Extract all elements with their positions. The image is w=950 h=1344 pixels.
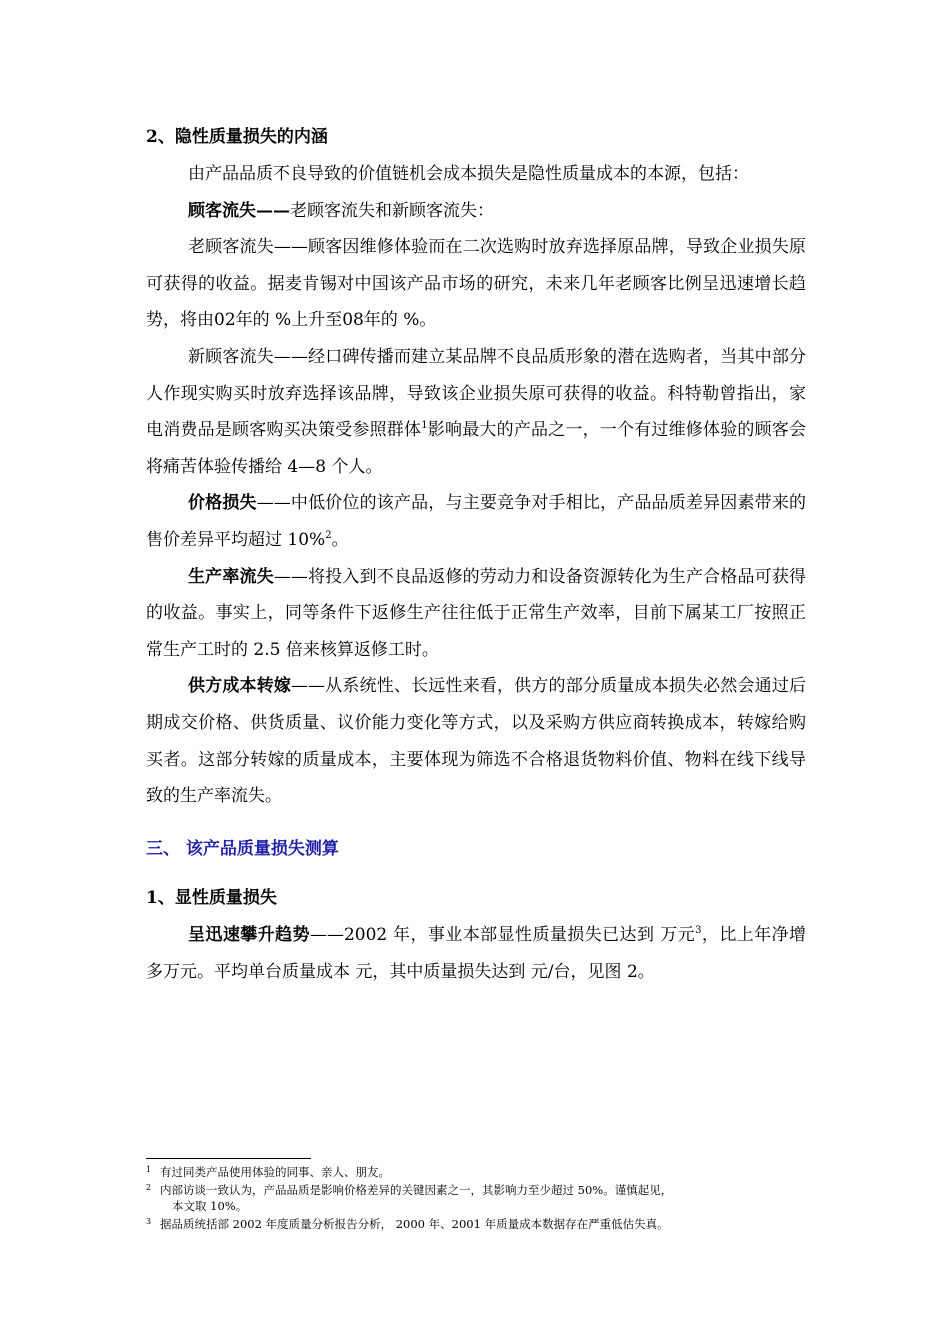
paragraph-price-loss xyxy=(146,485,806,558)
paragraph-old-customer xyxy=(146,229,806,339)
paragraph-supplier-cost xyxy=(146,668,806,814)
paragraph-term: 顾客流失—— xyxy=(188,200,290,221)
paragraph-term: 呈迅速攀升趋势 xyxy=(188,925,310,945)
paragraph-text: 新顾客流失——经口碑传播而建立某品牌不良品质形象的潜在选购者，当其中部分人作现实购买时放弃选择该品牌，导致该企业损失原可获得的收益。科特勒曾指出，家电消费品是顾客购买决策受参照群体 xyxy=(146,346,806,441)
paragraph-text: ——中低价位的该产品，与主要竞争对手相比，产品品质差异因素带来的售价差异平均超过 10% xyxy=(146,493,807,550)
paragraph-intro xyxy=(146,156,806,193)
footnote-3 xyxy=(146,1214,806,1232)
footnote-1 xyxy=(146,1162,806,1180)
footnote-text: 据品质统括部 2002 年度质量分析报告分析， 2000 年、2001 年质量成本数据存在严重低估失真。 xyxy=(160,1217,669,1231)
section-heading-3-1: 1、显性质量损失 xyxy=(146,888,277,908)
paragraph-text: 影响最大的产品之一，一个有过维修体验的顾客会将痛苦体验传播给 4—8 个人。 xyxy=(146,420,807,477)
footnote-2 xyxy=(146,1180,806,1214)
paragraph-text: 由产品品质不良导致的价值链机会成本损失是隐性质量成本的本源，包括： xyxy=(188,164,749,184)
paragraph-term: 供方成本转嫁 xyxy=(188,676,292,697)
footnote-ref[interactable]: 1 xyxy=(421,420,428,432)
paragraph-text: ——将投入到不良品返修的劳动力和设备资源转化为生产合格品可获得的收益。事实上，同等条件下返修生产往往低于正常生产效率，目前下属某工厂按照正常生产工时的 2.5 倍来核算返修工时。 xyxy=(146,566,807,660)
paragraph-rising-trend xyxy=(146,917,806,990)
paragraph-text: 老顾客流失——顾客因维修体验而在二次选购时放弃选择原品牌，导致企业损失原可获得的收益。据麦肯锡对中国该产品市场的研究，未来几年老顾客比例呈迅速增长趋势，将由02年的 %上升至08年的 %。 xyxy=(146,237,806,331)
footnote-number: 3 xyxy=(146,1217,152,1226)
paragraph-term: 生产率流失 xyxy=(188,566,274,587)
paragraph-text: ——从系统性、长远性来看，供方的部分质量成本损失必然会通过后期成交价格、供货质量、议价能力变化等方式，以及采购方供应商转换成本，转嫁给购买者。这部分转嫁的质量成本，主要体现为筛选不合格退货物料价值、物料在线下线导致的生产率流失。 xyxy=(146,676,807,807)
paragraph-customer-loss xyxy=(146,193,806,230)
paragraph-production-loss xyxy=(146,559,806,669)
paragraph-end: 。 xyxy=(331,529,349,550)
footnote-ref[interactable]: 2 xyxy=(325,529,332,541)
paragraph-term: 价格损失 xyxy=(188,493,257,514)
footnote-number: 2 xyxy=(146,1183,152,1192)
footnote-continuation: 本文取 10%。 xyxy=(172,1199,248,1213)
section-heading-2: 2、隐性质量损失的内涵 xyxy=(146,127,328,147)
paragraph-text: 老顾客流失和新顾客流失： xyxy=(290,200,494,221)
body-block-a xyxy=(146,156,806,815)
footnote-text: 有过同类产品使用体验的同事、亲人、朋友。 xyxy=(160,1165,390,1179)
footnote-separator xyxy=(146,1158,311,1159)
section-heading-3: 三、 该产品质量损失测算 xyxy=(146,839,339,859)
paragraph-new-customer xyxy=(146,339,806,485)
body-block-b xyxy=(146,917,806,990)
footnote-number: 1 xyxy=(146,1165,152,1174)
footnote-text: 内部访谈一致认为，产品品质是影响价格差异的关键因素之一，其影响力至少超过 50%。谨慎起见， xyxy=(160,1183,673,1197)
paragraph-text: ，比上年净增 多万元。平均单台质量成本 元，其中质量损失达到 元/台，见图 2。 xyxy=(146,925,807,982)
footnote-ref[interactable]: 3 xyxy=(695,925,702,936)
paragraph-text: ——2002 年，事业本部显性质量损失已达到 万元 xyxy=(309,925,696,945)
